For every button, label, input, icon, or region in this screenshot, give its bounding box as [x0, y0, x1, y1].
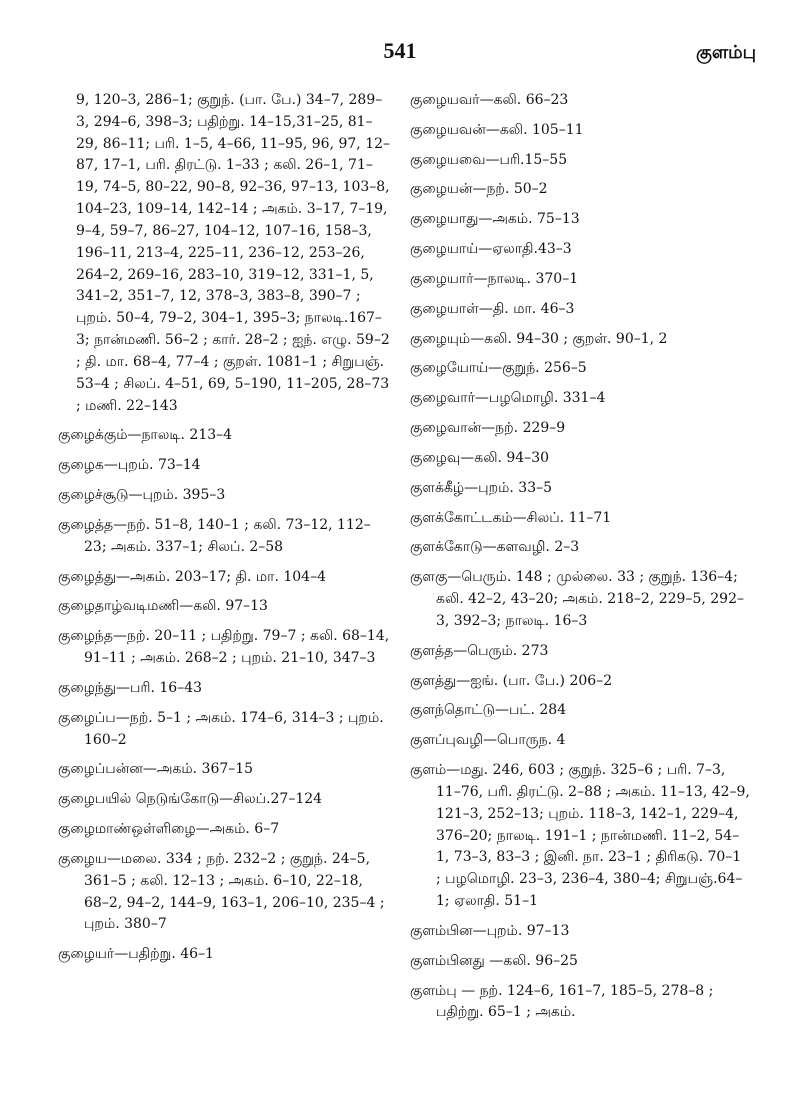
right-column: [410, 90, 750, 1032]
index-entry: குழைமாண்ஒள்ளிழை—அகம். 6–7: [58, 821, 280, 838]
index-entry: குழைக்கும்—நாலடி. 213–4: [58, 427, 233, 444]
index-entry: குழையன்—நற். 50–2: [410, 181, 548, 198]
index-entry: குளம்பு — நற். 124–6, 161–7, 185–5, 278–8 ; பதிற்று. 65–1 ; அகம்.: [410, 982, 714, 1021]
index-entry: குளந்தொட்டு—பட். 284: [410, 702, 567, 719]
index-entry: குழைந்த—நற். 20–11 ; பதிற்று. 79–7 ; கலி. 68–14, 91–11 ; அகம். 268–2 ; புறம். 21–10, 347–3: [58, 628, 390, 667]
index-entry: குளம்பின—புறம். 97–13: [410, 922, 570, 939]
index-entry: குழையார்—நாலடி. 370–1: [410, 270, 579, 287]
index-entry: குழையவர்—கலி. 66–23: [410, 92, 569, 108]
index-entry: குளத்த—பெரும். 273: [410, 642, 549, 659]
index-entry: குழையாய்—ஏலாதி.43–3: [410, 241, 572, 258]
index-entry: குழைச்சூடு—புறம். 395–3: [58, 487, 226, 504]
index-entry: குளக்கீழ்—புறம். 33–5: [410, 479, 553, 496]
index-entry: குளத்து—ஐங். (பா. பே.) 206–2: [410, 672, 613, 689]
page-number: 541: [383, 38, 417, 63]
index-entry: குழைக—புறம். 73–14: [58, 457, 201, 474]
index-entry: குழைப்ப—நற். 5–1 ; அகம். 174–6, 314–3 ; புறம். 160–2: [58, 709, 384, 748]
index-entry: குழைத்த—நற். 51–8, 140–1 ; கலி. 73–12, 112–23; அகம். 337–1; சிலப். 2–58: [58, 516, 371, 555]
index-entry: குழைவு—கலி. 94–30: [410, 449, 550, 466]
index-entry: குளகு—பெரும். 148 ; முல்லை. 33 ; குறுந். 136–4; கலி. 42–2, 43–20; அகம். 218–2, 229–5, 292–3, 392–3; நாலடி. 16–3: [410, 569, 744, 629]
index-entry: குழையர்—பதிற்று. 46–1: [58, 946, 214, 963]
index-entry-continuation: 9, 120–3, 286–1; குறுந். (பா. பே.) 34–7, 289–3, 294–6, 398–3; பதிற்று. 14–15,31–25, 81–29, 86–11; பரி. 1–5, 4–66, 11–95, 96, 97, 12–87, 17–1, பரி. திரட்டு. 1–33 ; கலி. 26–1, 71–19, 74–5, 80–22, 90–8, 92–36, 97–13, 103–8, 104–23, 109–14, 142–14 ; அகம். 3–17, 7–19, 9–4, 59–7, 86–27, 104–12, 107–16, 158–3, 196–11, 213–4, 225–11, 236–12, 253–26, 264–2, 269–16, 283–10, 319–12, 331–1, 5, 341–2, 351–7, 12, 378–3, 383–8, 390–7 ; புறம். 50–4, 79–2, 304–1, 395–3; நாலடி.167–3; நான்மணி. 56–2 ; கார். 28–2 ; ஐந். எழு. 59–2 ; தி. மா. 68–4, 77–4 ; குறள். 1081–1 ; சிறுபஞ். 53–4 ; சிலப். 4–51, 69, 5–190, 11–205, 28–73 ; மணி. 22–143: [76, 92, 391, 414]
index-entry: குழைவான்—நற். 229–9: [410, 420, 566, 437]
index-entry: குழையாது—அகம். 75–13: [410, 211, 580, 228]
index-entry: குழையவன்—கலி. 105–11: [410, 121, 584, 138]
index-entry: குழைத்து—அகம். 203–17; தி. மா. 104–4: [58, 568, 326, 585]
index-entry: குழைந்து—பரி. 16–43: [58, 679, 203, 696]
index-entry: குழையும்—கலி. 94–30 ; குறள். 90–1, 2: [410, 330, 668, 347]
index-entry: குழைய—மலை. 334 ; நற். 232–2 ; குறுந். 24–5, 361–5 ; கலி. 12–13 ; அகம். 6–10, 22–18, 68–2, 94–2, 144–9, 163–1, 206–10, 235–4 ; புறம். 380–7: [58, 850, 385, 933]
index-entry: குளக்கோடு—களவழி. 2–3: [410, 539, 580, 556]
left-column: [58, 90, 392, 974]
index-entry: குளக்கோட்டகம்—சிலப். 11–71: [410, 509, 612, 526]
running-head: குளம்பு: [695, 42, 756, 63]
index-entry: குளப்புவழி—பொருந. 4: [410, 732, 566, 749]
index-entry: குழைதாழ்வடிமணி—கலி. 97–13: [58, 598, 268, 615]
index-entry: குழையோய்—குறுந். 256–5: [410, 360, 587, 377]
index-entry: குழைப்பன்ன—அகம். 367–15: [58, 761, 254, 778]
index-entry: குளம்—மது. 246, 603 ; குறுந். 325–6 ; பரி. 7–3, 11–76, பரி. திரட்டு. 2–88 ; அகம். 11–13, 42–9, 121–3, 252–13; புறம். 118–3, 142–1, 229–4, 376–20; நாலடி. 191–1 ; நான்மணி. 11–2, 54–1, 73–3, 83–3 ; இனி. நா. 23–1 ; திரிகடு. 70–1 ; பழமொழி. 23–3, 236–4, 380–4; சிறுபஞ்.64–1; ஏலாதி. 51–1: [410, 762, 750, 910]
index-entry: குழையவை—பரி.15–55: [410, 151, 568, 168]
index-entry: குழையாள்—தி. மா. 46–3: [410, 300, 575, 317]
index-entry: குளம்பினது —கலி. 96–25: [410, 952, 578, 969]
index-entry: குழைவார்—பழமொழி. 331–4: [410, 390, 606, 407]
index-entry: குழைபயில் நெடுங்கோடு—சிலப்.27–124: [58, 791, 323, 808]
